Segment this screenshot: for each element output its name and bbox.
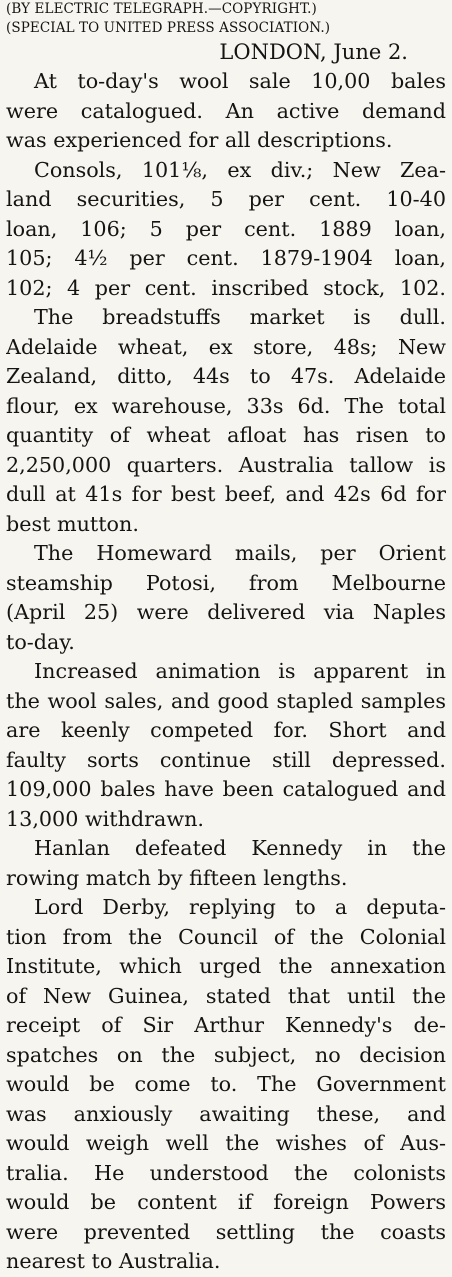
text-line: to-day. <box>6 629 75 654</box>
association-credit: (SPECIAL TO UNITED PRESS ASSOCIATION.) <box>6 20 331 36</box>
text-line: would be come to. The Government <box>6 1072 446 1096</box>
text-line: Increased animation is apparent in <box>34 659 446 683</box>
text-line: were prevented settling the coasts <box>6 1219 446 1244</box>
text-line: Zealand, ditto, 44s to 47s. Adelaide <box>6 364 446 388</box>
paragraph-mails <box>6 539 446 657</box>
text-line: Lord Derby, replying to a deputa- <box>34 895 446 919</box>
text-line: was experienced for all descriptions. <box>6 128 393 152</box>
text-line: nearest to Australia. <box>6 1249 221 1273</box>
text-line: are keenly competed for. Short and <box>6 718 446 742</box>
text-line: rowing match by fifteen lengths. <box>6 865 348 890</box>
text-line: was anxiously awaiting these, and <box>6 1101 446 1126</box>
text-line: (April 25) were delivered via Naples <box>6 600 446 624</box>
text-line: loan, 106; 5 per cent. 1889 loan, <box>6 216 446 241</box>
text-line: 105; 4½ per cent. 1879-1904 loan, <box>6 246 446 270</box>
text-line: dull at 41s for best beef, and 42s 6d for <box>6 482 446 506</box>
text-line: would weigh well the wishes of Aus- <box>6 1131 446 1155</box>
text-line: receipt of Sir Arthur Kennedy's de- <box>6 1013 446 1037</box>
text-line: the wool sales, and good stapled samples <box>6 688 446 713</box>
paragraph-wool-animation <box>6 657 446 834</box>
paragraph-rowing <box>6 834 446 893</box>
text-line: spatches on the subject, no decision <box>6 1042 446 1067</box>
text-line: quantity of wheat afloat has risen to <box>6 423 446 447</box>
text-line: were catalogued. An active demand <box>6 98 446 123</box>
text-line: tion from the Council of the Colonial <box>6 924 446 949</box>
text-line: of New Guinea, stated that until the <box>6 983 446 1008</box>
paragraph-wool-sale <box>6 67 446 156</box>
text-line: At to-day's wool sale 10,00 bales <box>34 69 446 93</box>
text-line: faulty sorts continue still depressed. <box>6 747 446 772</box>
text-line: 13,000 withdrawn. <box>6 806 204 831</box>
text-line: The breadstuffs market is dull. <box>34 305 446 329</box>
text-line: flour, ex warehouse, 33s 6d. The total <box>6 393 446 418</box>
text-line: Institute, which urged the annexation <box>6 954 446 978</box>
text-line: best mutton. <box>6 511 139 536</box>
text-line: Hanlan defeated Kennedy in the <box>34 836 446 860</box>
text-line: 2,250,000 quarters. Australia tallow is <box>6 452 446 477</box>
text-line: would be content if foreign Powers <box>6 1190 446 1214</box>
text-line: land securities, 5 per cent. 10-40 <box>6 187 446 211</box>
text-line: steamship Potosi, from Melbourne <box>6 570 446 595</box>
paragraph-breadstuffs <box>6 303 446 539</box>
text-line: The Homeward mails, per Orient <box>34 541 446 565</box>
paragraph-consols <box>6 156 446 304</box>
text-line: 109,000 bales have been catalogued and <box>6 777 446 801</box>
text-line: Adelaide wheat, ex store, 48s; New <box>6 334 446 359</box>
text-line: 102; 4 per cent. inscribed stock, 102. <box>6 275 446 300</box>
text-line: tralia. He understood the colonists <box>6 1160 446 1185</box>
dateline: LONDON, June 2. <box>219 40 408 64</box>
telegraph-credit: (BY ELECTRIC TELEGRAPH.—COPYRIGHT.) <box>6 1 317 17</box>
paragraph-lord-derby <box>6 893 446 1277</box>
text-line: Consols, 101⅛, ex div.; New Zea- <box>34 157 446 182</box>
